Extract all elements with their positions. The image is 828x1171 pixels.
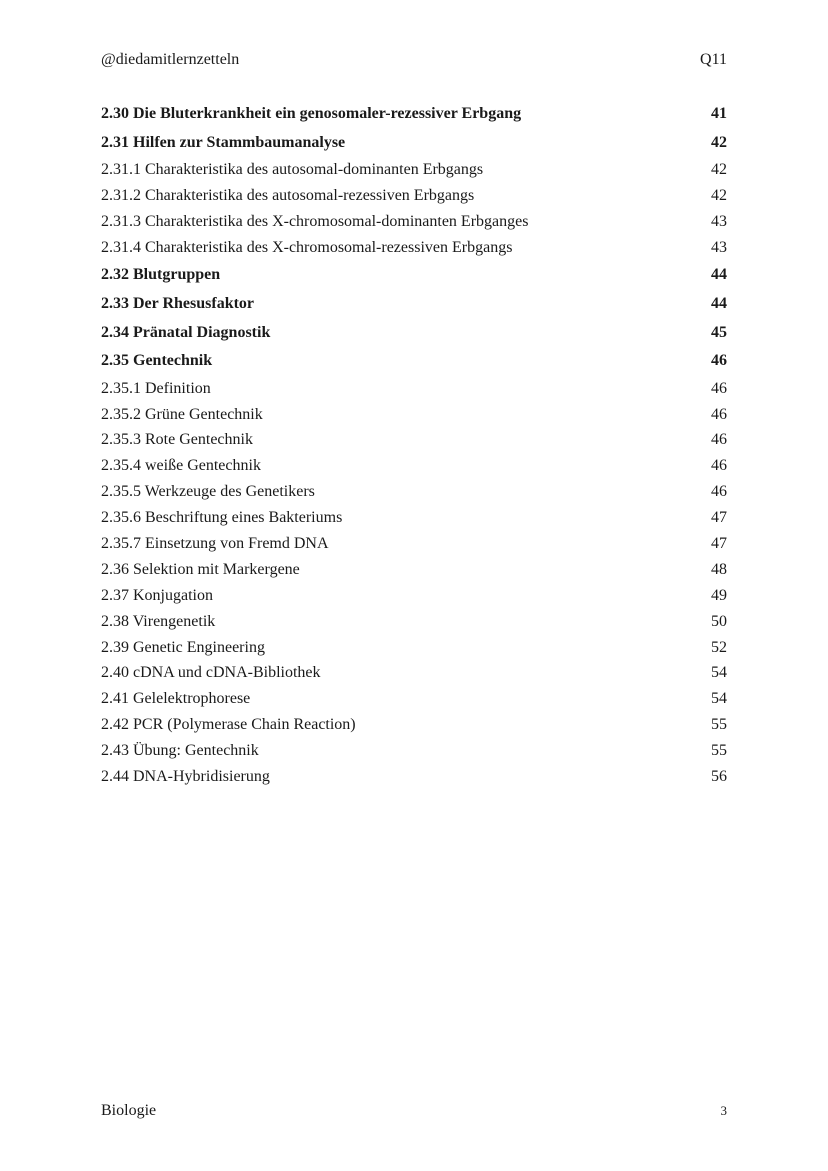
toc-entry[interactable] <box>101 738 727 764</box>
toc-entry[interactable] <box>101 318 727 347</box>
toc-entry-title: 2.35.3 Rote Gentechnik <box>101 431 253 449</box>
toc-entry-title: 2.42 PCR (Polymerase Chain Reaction) <box>101 716 356 734</box>
toc-entry[interactable] <box>101 347 727 376</box>
toc-entry-title: 2.35.6 Beschriftung eines Bakteriums <box>101 509 343 527</box>
toc-entry-title: 2.35 Gentechnik <box>101 352 213 370</box>
toc-entry[interactable] <box>101 764 727 790</box>
toc-entry-title: 2.43 Übung: Gentechnik <box>101 742 259 760</box>
toc-entry[interactable] <box>101 427 727 453</box>
toc-entry-title: 2.44 DNA-Hybridisierung <box>101 767 270 785</box>
toc-entry-page: 46 <box>711 431 727 449</box>
toc-entry[interactable] <box>101 157 727 183</box>
toc-entry-title: 2.31 Hilfen zur Stammbaumanalyse <box>101 134 346 152</box>
toc-entry[interactable] <box>101 479 727 505</box>
toc-entry-title: 2.37 Konjugation <box>101 586 213 604</box>
toc-entry-title: 2.41 Gelelektrophorese <box>101 690 251 708</box>
toc-entry-title: 2.31.1 Charakteristika des autosomal-dominanten Erbgangs <box>101 161 484 179</box>
toc-entry-title: 2.38 Virengenetik <box>101 612 216 630</box>
footer-subject: Biologie <box>101 1102 157 1119</box>
toc-entry-page: 55 <box>711 716 727 734</box>
toc-entry[interactable] <box>101 290 727 319</box>
toc-entry[interactable] <box>101 183 727 209</box>
toc-entry-title: 2.31.4 Charakteristika des X-chromosomal-rezessiven Erbgangs <box>101 238 513 256</box>
toc-entry-page: 55 <box>711 742 727 760</box>
toc-entry-page: 46 <box>711 405 727 423</box>
toc-entry[interactable] <box>101 557 727 583</box>
toc-entry-title: 2.31.2 Charakteristika des autosomal-rezessiven Erbgangs <box>101 187 475 205</box>
toc-entry-page: 42 <box>711 161 727 179</box>
toc-entry-title: 2.39 Genetic Engineering <box>101 638 265 656</box>
toc-entry-page: 46 <box>711 379 727 397</box>
toc-entry-title: 2.33 Der Rhesusfaktor <box>101 294 255 312</box>
toc-entry-page: 47 <box>711 534 727 552</box>
toc-entry-page: 41 <box>711 105 727 123</box>
toc-entry-title: 2.35.2 Grüne Gentechnik <box>101 405 263 423</box>
toc-entry[interactable] <box>101 660 727 686</box>
header-class: Q11 <box>700 51 727 68</box>
toc-entry[interactable] <box>101 531 727 557</box>
footer-page-number: 3 <box>720 1103 727 1118</box>
toc-entry-page: 49 <box>711 586 727 604</box>
toc-entry-page: 54 <box>711 664 727 682</box>
toc-entry-title: 2.35.4 weiße Gentechnik <box>101 457 261 475</box>
toc-entry-page: 48 <box>711 560 727 578</box>
toc-entry[interactable] <box>101 376 727 402</box>
toc-entry-title: 2.30 Die Bluterkrankheit ein genosomaler-rezessiver Erbgang <box>101 105 522 123</box>
toc-entry-page: 56 <box>711 767 727 785</box>
toc-entry-page: 52 <box>711 638 727 656</box>
toc-entry[interactable] <box>101 686 727 712</box>
toc-entry[interactable] <box>101 505 727 531</box>
toc-entry-title: 2.35.7 Einsetzung von Fremd DNA <box>101 534 329 552</box>
toc-entry[interactable] <box>101 100 727 129</box>
toc-entry-title: 2.35.5 Werkzeuge des Genetikers <box>101 483 315 501</box>
toc-entry-page: 45 <box>711 323 727 341</box>
toc-entry-page: 46 <box>711 457 727 475</box>
toc-entry-page: 42 <box>711 134 727 152</box>
toc-entry[interactable] <box>101 209 727 235</box>
toc-entry[interactable] <box>101 635 727 661</box>
toc-entry[interactable] <box>101 609 727 635</box>
toc-entry-title: 2.36 Selektion mit Markergene <box>101 560 300 578</box>
toc-entry-page: 44 <box>711 294 727 312</box>
header-handle: @diedamitlernzetteln <box>101 51 240 68</box>
table-of-contents <box>101 100 727 790</box>
toc-entry-title: 2.32 Blutgruppen <box>101 266 221 284</box>
page-header <box>101 50 727 70</box>
toc-entry[interactable] <box>101 712 727 738</box>
toc-entry-title: 2.31.3 Charakteristika des X-chromosomal-dominanten Erbganges <box>101 213 529 231</box>
toc-entry-page: 43 <box>711 213 727 231</box>
page-footer <box>101 1102 727 1120</box>
toc-entry[interactable] <box>101 402 727 428</box>
toc-entry[interactable] <box>101 235 727 261</box>
toc-entry-page: 54 <box>711 690 727 708</box>
toc-entry[interactable] <box>101 453 727 479</box>
toc-entry-page: 44 <box>711 266 727 284</box>
toc-entry[interactable] <box>101 129 727 158</box>
toc-entry-page: 46 <box>711 483 727 501</box>
toc-entry-page: 42 <box>711 187 727 205</box>
toc-entry[interactable] <box>101 261 727 290</box>
toc-entry-title: 2.34 Pränatal Diagnostik <box>101 323 271 341</box>
toc-entry-page: 46 <box>711 352 727 370</box>
toc-entry-page: 43 <box>711 238 727 256</box>
toc-entry-title: 2.40 cDNA und cDNA-Bibliothek <box>101 664 321 682</box>
toc-entry-title: 2.35.1 Definition <box>101 379 211 397</box>
toc-entry-page: 50 <box>711 612 727 630</box>
toc-entry[interactable] <box>101 583 727 609</box>
toc-entry-page: 47 <box>711 509 727 527</box>
